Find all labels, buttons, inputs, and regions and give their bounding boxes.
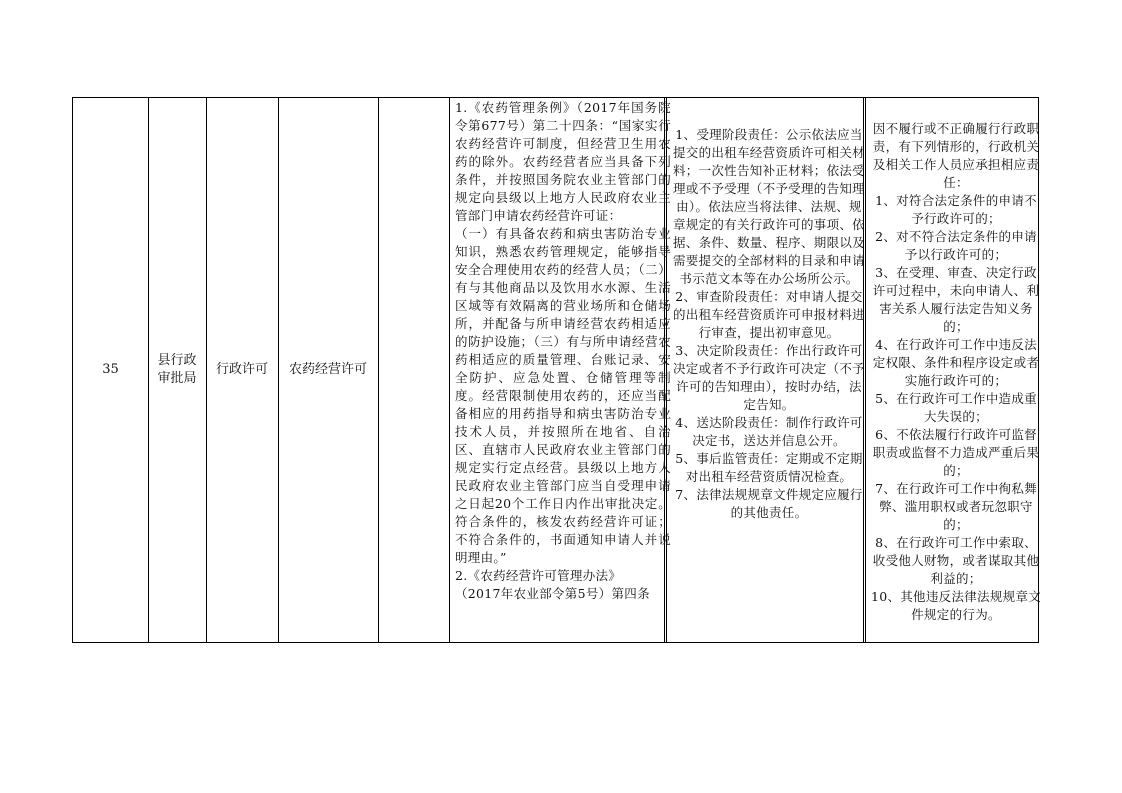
row-number: 35 [102,362,119,377]
item-name-cell: 农药经营许可 [288,362,367,377]
empty-cell [378,98,449,642]
permit-table [72,97,1042,643]
legal-basis-cell: 1.《农药管理条例》（2017年国务院令第677号）第二十四条：“国家实行农药经营许可制度，但经营卫生用农药的除外。农药经营者应当具备下列条件，并按照国务院农业主管部门的规定向县级以上地方人民政府农业主管部门申请农药经营许可证： （一）有具备农药和病虫害防治专业知识，熟悉农药管理规定，能够指导安全合理使用农药的经营人员；（二）有与其他商品以及饮用水水源、生活区域等有效隔离的营业场所和仓储场所，并配备与所申请经营农药相适应的防护设施；（三）有与所申请经营农药相适应的质量管理、台账记录、安全防护、应急处置、仓储管理等制度。经营限制使用农药的，还应当配备相应的用药指导和病虫害防治专业技术人员，并按照所在地省、自治区、直辖市人民政府农业主管部门的规定实行定点经营。县级以上地方人民政府农业主管部门应当自受理申请之日起20个工作日内作出审批决定。符合条件的，核发农药经营许可证；不符合条件的，书面通知申请人并说明理由。” 2.《农药经营许可管理办法》 （2017年农业部令第5号）第四条 [455,100,671,601]
category-cell: 行政许可 [215,362,268,377]
accountability-cell: 因不履行或不正确履行行政职责，有下列情形的，行政机关及相关工作人员应承担相应责任： 1、对符合法定条件的申请不予行政许可的； 2、对不符合法定条件的申请予以行政许可的； 3、在受理、审查、决定行政许可过程中，未向申请人、利害关系人履行法定告知义务的； 4、在行政许可工作中违反法定权限、条件和程序设定或者实施行政许可的； 5、在行政许可工作中造成重大失误的； 6、不依法履行行政许可监督职责或监督不力造成严重后果的； 7、在行政许可工作中徇私舞弊、滥用职权或者玩忽职守的； 8、在行政许可工作中索取、收受他人财物，或者谋取其他利益的； 10、其他违反法律法规规章文件规定的行为。 [870,121,1042,622]
responsibilities-cell: 1、受理阶段责任：公示依法应当提交的出租车经营资质许可相关材料；一次性告知补正材料；依法受理或不予受理（不予受理的告知理由）。依法应当将法律、法规、规章规定的有关行政许可的事项、依据、条件、数量、程序、期限以及需要提交的全部材料的目录和申请书示范文本等在办公场所公示。 2、审查阶段责任：对申请人提交的出租车经营资质许可申报材料进行审查，提出初审意见。 3、决定阶段责任：作出行政许可决定或者不予行政许可决定（不予许可的告知理由），按时办结，法定告知。 4、送达阶段责任：制作行政许可决定书，送达并信息公开。 5、事后监管责任：定期或不定期对出租车经营资质情况检查。 7、法律法规规章文件规定应履行的其他责任。 [672,127,865,520]
department-cell: 县行政 审批局 [157,353,197,386]
